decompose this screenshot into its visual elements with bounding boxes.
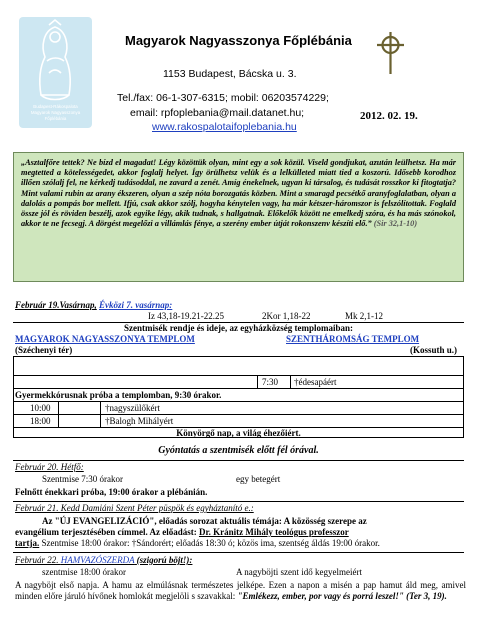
- logo-caption-3: Főplébánia: [44, 116, 67, 121]
- scripture-quote: „Asztalfőre tettek? Ne bízd el magadat! Légy közöttük olyan, mint egy a sok közül. Viseld gondjukat, azután leülhetsz. Ha már megtetted a kötelességedet, akkor foglalj helyet. Így örülhetsz velük és a lelkülleted miatt tied a koszorú. Idősebb korodhoz illően szólalj fel, ne kérkedj tudásoddal, ne zavard a zenét. Amíg énekelnek, ugyan ki társalog, és tudását rosszkor ki fitogtatja? Mint valami rubin az arany ékszeren, olyan a szép nóta borozgatás közben. Mint a smaragd pecsétkő aranyfoglalatban, olyan a dalolás a pompás bor mellett. Ifjú, csak akkor szólj, hogyha kénytelen vagy, ha már kétszer-háromszor is felszólítottak. Foglald össze jól és röviden beszélj, azok egyike légy, akik tudnak, s hallgatnak. Előkelők között ne emelkedj szóra, és ha más szónokol, akkor te ne fecsegj. A dörgést megelőzi a villámlás fénye, a szerény ember útját rokonszenv készíti elő.”: [21, 158, 456, 229]
- lecture-speaker: Dr. Kránitz Mihály teológus professzor: [198, 527, 349, 537]
- church2-location: (Kossuth u.): [410, 345, 458, 355]
- reading-2: 2Kor 1,18-22: [262, 311, 311, 321]
- lecture-topic-end: evangélium terjesztésében címmel.: [15, 527, 148, 537]
- tuesday-title: Február 21. Kedd Damiáni Szent Péter püspök és egyháztanító e.:: [15, 503, 254, 513]
- ash-wednesday-description: A nagyböjt első napja. A hamu az elmúlásnak természetes jelképe. Ezen a napon a misén a pap hamut áld meg, amivel minden előre járuló hívőnek homlokát megjelöli s szavakkal:: [15, 580, 466, 601]
- strict-fast: (szigorú böjt!):: [136, 555, 193, 565]
- ash-wednesday: HAMVAZÓSZERDA: [60, 555, 135, 565]
- website-link[interactable]: www.rakospalotaifoplebania.hu: [152, 121, 297, 133]
- lecture-line-2: [15, 527, 349, 538]
- monday-title: Február 20. Hétfő:: [15, 462, 84, 472]
- lecture-line-1: Az "ÚJ EVANGELIZÁCIÓ", előadás sorozat aktuális témája: A közösség szerepe az: [42, 516, 367, 526]
- address: 1153 Budapest, Bácska u. 3.: [163, 68, 297, 80]
- sunday-feast: Évközi 7. vasárnap:: [99, 300, 173, 310]
- mass-intent-1800: †Balogh Mihályért: [105, 416, 174, 426]
- confession-note: Gyóntatás a szentmisék előtt fél órával.: [158, 445, 319, 456]
- madonna-icon: [19, 17, 92, 128]
- ash-wednesday-text: [15, 580, 466, 602]
- wednesday-date: Február 22.: [15, 555, 59, 565]
- church1-name: MAGYAROK NAGYASSZONYA TEMPLOM: [15, 334, 195, 344]
- mass-time-1000: 10:00: [30, 403, 51, 413]
- lecture-line-3: [15, 538, 380, 549]
- wednesday-intent: A nagyböjti szent idő kegyelmeiért: [236, 567, 362, 577]
- wednesday-mass: szentmise 18:00 órakor: [42, 567, 126, 577]
- church1-location: (Széchenyi tér): [15, 345, 73, 355]
- scripture-reference: (Sir 32,1-10): [373, 219, 418, 229]
- bulletin-date: 2012. 02. 19.: [360, 110, 418, 122]
- parish-name: Magyarok Nagyasszonya Főplébánia: [125, 33, 352, 48]
- parish-logo: [19, 17, 92, 128]
- prayer-day-note: Könyörgő nap, a világ éhezőiért.: [176, 428, 301, 438]
- church2-name: SZENTHÁROMSÁG TEMPLOM: [286, 334, 420, 344]
- ash-wednesday-quote: "Emlékezz, ember, por vagy és porrá leszel!" (Ter 3, 19).: [237, 591, 447, 601]
- scripture-quote-box: [13, 152, 464, 282]
- reading-3: Mk 2,1-12: [345, 311, 383, 321]
- telfax: Tel./fax: 06-1-307-6315; mobil: 06203574229;: [117, 92, 329, 104]
- sunday-day: Február 19.Vasárnap,: [15, 300, 97, 310]
- reading-1: Iz 43,18-19.21-22.25: [148, 311, 224, 321]
- lecture-schedule: Szentmise 18:00 órakor: †Sándorért; előadás 18:30 ó; közös ima, szentség áldás 19:00 órakor.: [41, 538, 380, 548]
- wednesday-title: [15, 555, 192, 566]
- sunday-title: [15, 300, 172, 311]
- mass-order-heading: Szentmisék rendje és ideje, az egyházközség templomaiban:: [123, 323, 354, 333]
- mass-intent-1000: †nagyszülőkért: [105, 403, 160, 413]
- monday-mass: Szentmise 7:30 órakor: [42, 474, 123, 484]
- celtic-cross-icon: [373, 30, 408, 76]
- mass-intent-0730: †édesapáért: [294, 377, 337, 387]
- email: email: rpfoplebania@mail.datanet.hu;: [130, 107, 305, 119]
- mass-time-0730: 7:30: [262, 377, 279, 387]
- logo-caption-1: Budapest-Rákospalota: [33, 104, 78, 109]
- childrens-choir-note: Gyermekkórusnak próba a templomban, 9:30 órakor.: [15, 390, 222, 400]
- lecture-holds: tartja.: [15, 538, 40, 548]
- lecture-by: Az előadást:: [149, 527, 197, 537]
- mass-time-1800: 18:00: [30, 416, 51, 426]
- logo-caption-2: Magyarok Nagyasszonya: [30, 110, 81, 115]
- adult-choir-note: Felnőtt énekkari próba, 19:00 órakor a plébánián.: [15, 487, 208, 497]
- monday-intent: egy betegért: [236, 474, 281, 484]
